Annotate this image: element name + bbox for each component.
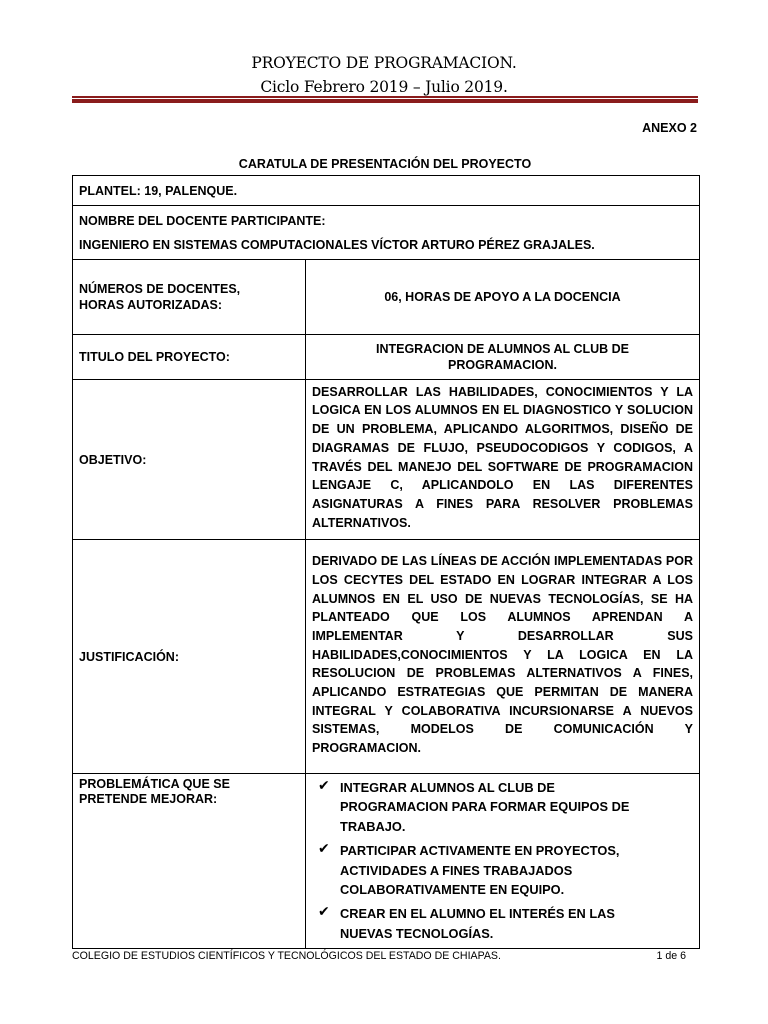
list-item-text: CREAR EN EL ALUMNO EL INTERÉS EN LAS NUEVAS TECNOLOGÍAS. bbox=[340, 906, 615, 941]
header-rule-thin bbox=[72, 96, 698, 98]
docente-label: NOMBRE DEL DOCENTE PARTICIPANTE: bbox=[79, 213, 326, 228]
objetivo-value-text: DESARROLLAR LAS HABILIDADES, CONOCIMIENTOS Y LA LOGICA EN LOS ALUMNOS EN EL DIAGNOSTICO Y SOLUCION DE UN PROBLEMA, APLICANDO ALGORITMOS, DISEÑO DE DIAGRAMAS DE FLUJO, PSEUDOCODIGOS Y CODIGOS, A TRAVÉS DEL MANEJO DEL SOFTWARE DE PROGRAMACION LENGAJE C, APLICANDOLO EN LAS DIFERENTES ASIGNATURAS A FINES PARA RESOLVER PROBLEMAS ALTERNATIVOS. bbox=[312, 384, 693, 530]
objetivo-value bbox=[306, 380, 700, 540]
row-plantel bbox=[73, 176, 700, 206]
docente-value: INGENIERO EN SISTEMAS COMPUTACIONALES VÍCTOR ARTURO PÉREZ GRAJALES. bbox=[79, 237, 595, 252]
problematica-label-text: PROBLEMÁTICA QUE SE PRETENDE MEJORAR: bbox=[79, 777, 230, 806]
project-cover-table bbox=[72, 175, 700, 949]
header-cycle: Ciclo Febrero 2019 – Julio 2019. bbox=[260, 78, 508, 96]
problematica-value bbox=[306, 774, 700, 949]
objetivo-label-text: OBJETIVO: bbox=[79, 452, 147, 467]
list-item bbox=[312, 841, 659, 899]
justificacion-value bbox=[306, 540, 700, 774]
titulo-value bbox=[306, 335, 700, 380]
problematica-label bbox=[73, 774, 306, 949]
cover-caption: CARATULA DE PRESENTACIÓN DEL PROYECTO bbox=[238, 157, 532, 171]
titulo-label bbox=[73, 335, 306, 380]
row-titulo bbox=[73, 335, 700, 380]
titulo-label-text: TITULO DEL PROYECTO: bbox=[79, 350, 230, 364]
numeros-label-text: NÚMEROS DE DOCENTES, HORAS AUTORIZADAS: bbox=[79, 282, 241, 312]
row-docente bbox=[73, 206, 700, 260]
plantel-cell bbox=[73, 176, 700, 206]
annex-label: ANEXO 2 bbox=[642, 121, 697, 135]
numeros-label bbox=[73, 260, 306, 335]
justificacion-label-text: JUSTIFICACIÓN: bbox=[79, 649, 179, 664]
row-justificacion bbox=[73, 540, 700, 774]
numeros-value bbox=[306, 260, 700, 335]
checkmark-icon: ✔ bbox=[318, 841, 330, 858]
justificacion-label bbox=[73, 540, 306, 774]
checkmark-icon: ✔ bbox=[318, 904, 330, 921]
row-problematica bbox=[73, 774, 700, 949]
list-item-text: INTEGRAR ALUMNOS AL CLUB DE PROGRAMACION PARA FORMAR EQUIPOS DE TRABAJO. bbox=[340, 780, 630, 834]
list-item bbox=[312, 904, 659, 943]
row-numeros bbox=[73, 260, 700, 335]
document-header bbox=[0, 51, 768, 99]
list-item-text: PARTICIPAR ACTIVAMENTE EN PROYECTOS, ACTIVIDADES A FINES TRABAJADOS COLABORATIVAMENTE EN EQUIPO. bbox=[340, 843, 620, 898]
titulo-value-text: INTEGRACION DE ALUMNOS AL CLUB DE PROGRAMACION. bbox=[375, 342, 629, 372]
footer-page-number: 1 de 6 bbox=[656, 950, 686, 962]
problematica-list bbox=[312, 778, 659, 943]
header-rule-thick bbox=[72, 99, 698, 103]
justificacion-value-text: DERIVADO DE LAS LÍNEAS DE ACCIÓN IMPLEMENTADAS POR LOS CECYTES DEL ESTADO EN LOGRAR INTEGRAR A LOS ALUMNOS EN EL USO DE NUEVAS TECNOLOGÍAS, SE HA PLANTEADO QUE LOS ALUMNOS APRENDAN A IMPLEMENTAR Y DESARROLLAR SUS HABILIDADES,CONOCIMIENTOS Y LA LOGICA EN LA RESOLUCION DE PROBLEMAS ALTERNATIVOS A FINES, APLICANDO ESTRATEGIAS QUE PERMITAN DE MANERA INTEGRAL Y COLABORATIVA INCURSIONARSE A NUEVOS SISTEMAS, MODELOS DE COMUNICACIÓN Y PROGRAMACION. bbox=[312, 554, 693, 756]
plantel-text: PLANTEL: 19, PALENQUE. bbox=[79, 183, 238, 198]
docente-cell bbox=[73, 206, 700, 260]
header-project-title: PROYECTO DE PROGRAMACION. bbox=[251, 54, 517, 72]
checkmark-icon: ✔ bbox=[318, 778, 330, 794]
objetivo-label bbox=[73, 380, 306, 540]
list-item bbox=[312, 778, 659, 836]
row-objetivo bbox=[73, 380, 700, 540]
footer-institution: COLEGIO DE ESTUDIOS CIENTÍFICOS Y TECNOLÓGICOS DEL ESTADO DE CHIAPAS. bbox=[72, 950, 501, 962]
numeros-value-text: 06, HORAS DE APOYO A LA DOCENCIA bbox=[384, 290, 621, 304]
